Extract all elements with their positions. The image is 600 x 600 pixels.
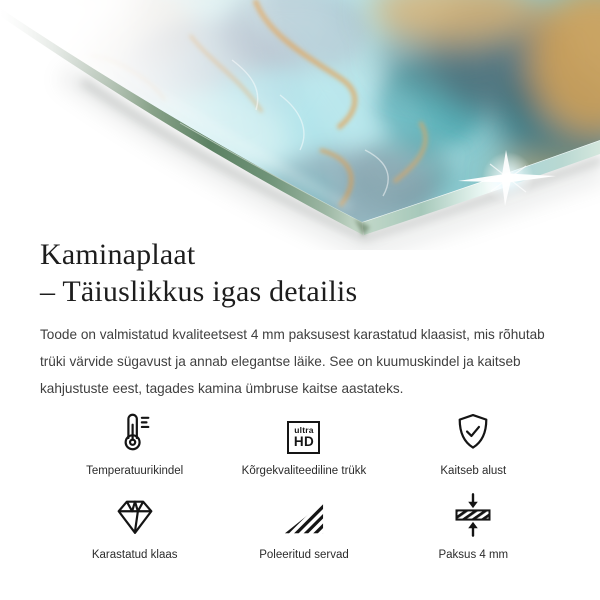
shield-check-icon <box>451 408 495 454</box>
hero-image <box>0 0 600 250</box>
uhd-label-top: ultra <box>294 425 314 435</box>
feature-label: Paksus 4 mm <box>438 549 509 561</box>
title-line-2: – Täiuslikkus igas detailis <box>40 275 358 308</box>
feature-thickness <box>389 492 558 562</box>
feature-polished-edges <box>219 492 388 562</box>
polished-edges-icon <box>281 492 327 538</box>
diamond-icon <box>112 492 158 538</box>
features-grid <box>50 408 558 562</box>
ultra-hd-icon <box>287 408 320 454</box>
thickness-icon <box>451 492 495 538</box>
feature-label: Poleeritud servad <box>259 549 349 561</box>
feature-label: Kaitseb alust <box>440 465 507 477</box>
uhd-label-bottom: HD <box>293 434 315 449</box>
product-description: Toode on valmistatud kvaliteetsest 4 mm paksusest karastatud klaasist, mis rõhutab trüki värvide sügavust ja annab elegantse läike. See on kuumuskindel ja kaitseb kahjustuste eest, tagades kamina ümbruse kaitse aastateks. <box>40 327 545 396</box>
feature-tempered-glass <box>50 492 219 562</box>
feature-print-quality <box>219 408 388 478</box>
glass-panel-illustration <box>0 0 600 250</box>
feature-label: Temperatuurikindel <box>86 465 184 477</box>
thermometer-icon <box>113 408 157 454</box>
feature-protects-base <box>389 408 558 478</box>
feature-label: Karastatud klaas <box>91 549 178 561</box>
feature-label: Kõrgekvaliteediline trükk <box>241 465 367 477</box>
feature-temperature-resistant <box>50 408 219 478</box>
product-content <box>0 236 600 562</box>
title-line-1: Kaminaplaat <box>40 238 196 271</box>
